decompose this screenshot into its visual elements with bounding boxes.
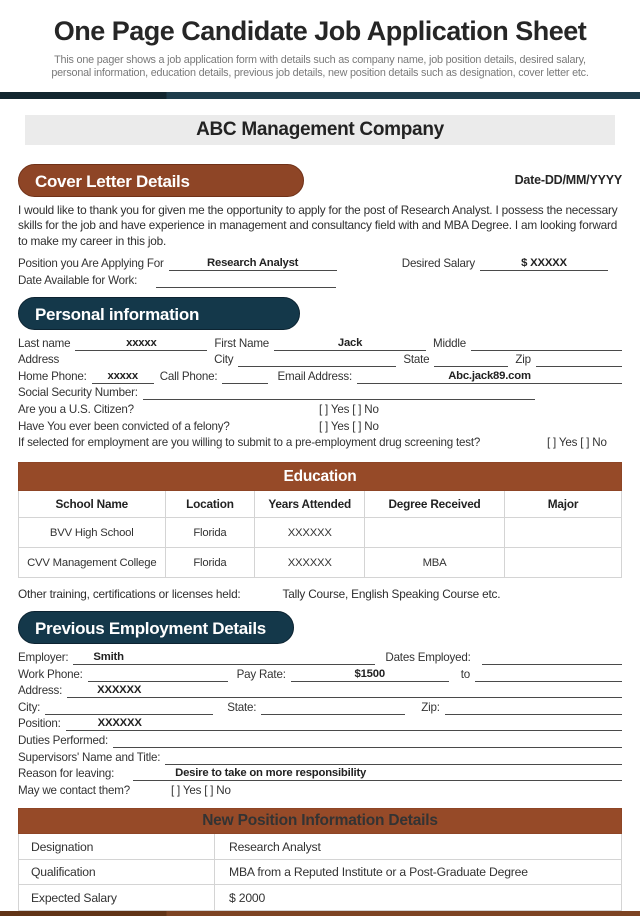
company-name: ABC Management Company xyxy=(196,118,444,140)
employer-label: Employer: xyxy=(18,651,69,665)
call-phone-label: Call Phone: xyxy=(159,369,218,383)
prev-state-label: State: xyxy=(227,700,257,714)
work-phone-label: Work Phone: xyxy=(18,667,83,681)
duties-performed-label: Duties Performed: xyxy=(18,734,109,748)
col-degree-received: Degree Received xyxy=(365,491,505,518)
prev-position-label: Position: xyxy=(18,717,61,731)
personal-information-section xyxy=(18,297,622,451)
designation-label: Designation xyxy=(19,834,215,860)
prev-position-field: XXXXXX xyxy=(66,717,622,731)
personal-information-heading: Personal information xyxy=(18,297,300,330)
qualification-label: Qualification xyxy=(19,859,215,885)
middle-name-label: Middle xyxy=(433,336,466,350)
dates-employed-field xyxy=(482,651,622,665)
new-position-row xyxy=(19,885,622,911)
citizen-question: Are you a U.S. Citizen? xyxy=(18,402,134,416)
company-name-bar xyxy=(25,115,615,145)
state-label: State xyxy=(403,353,430,367)
work-phone-field xyxy=(88,668,228,682)
citizen-yes-no: [ ] Yes [ ] No xyxy=(319,402,379,416)
first-name-field: Jack xyxy=(274,337,426,351)
date-available-field xyxy=(156,274,336,288)
prev-city-field xyxy=(45,701,213,715)
drug-test-yes-no: [ ] Yes [ ] No xyxy=(547,436,607,450)
home-phone-label: Home Phone: xyxy=(18,369,87,383)
call-phone-field xyxy=(222,370,268,384)
first-name-label: First Name xyxy=(214,336,270,350)
state-field xyxy=(434,353,508,367)
to-label: to xyxy=(460,667,471,681)
middle-name-field xyxy=(471,337,622,351)
reason-leaving-label: Reason for leaving: xyxy=(18,767,115,781)
email-label: Email Address: xyxy=(277,369,352,383)
prev-zip-field xyxy=(445,701,622,715)
dates-to-field xyxy=(475,668,622,682)
dates-employed-label: Dates Employed: xyxy=(385,651,471,665)
pay-rate-label: Pay Rate: xyxy=(236,667,286,681)
designation-value: Research Analyst xyxy=(215,834,622,860)
col-location: Location xyxy=(165,491,255,518)
new-position-row xyxy=(19,859,622,885)
page-title: One Page Candidate Job Application Sheet xyxy=(53,16,587,46)
may-we-contact-yes-no: [ ] Yes [ ] No xyxy=(171,783,231,797)
qualification-value: MBA from a Reputed Institute or a Post-Graduate Degree xyxy=(215,859,622,885)
education-header-row xyxy=(19,491,622,518)
supervisor-name-field xyxy=(165,751,622,765)
felony-yes-no: [ ] Yes [ ] No xyxy=(319,419,379,433)
position-applying-label: Position you Are Applying For xyxy=(18,256,164,270)
education-row: BVV High School Florida XXXXXX xyxy=(19,518,622,548)
education-heading: Education xyxy=(19,463,622,491)
felony-question: Have You ever been convicted of a felony? xyxy=(18,419,230,433)
employer-field: Smith xyxy=(73,651,375,665)
new-position-table xyxy=(18,808,622,911)
expected-salary-label: Expected Salary xyxy=(19,885,215,911)
cover-letter-section xyxy=(18,164,622,288)
date-available-label: Date Available for Work: xyxy=(18,273,138,287)
prev-state-field xyxy=(261,701,405,715)
footer-divider xyxy=(0,911,640,916)
other-training-value: Tally Course, English Speaking Course etc. xyxy=(282,587,501,602)
zip-field xyxy=(536,353,622,367)
ssn-field xyxy=(143,386,535,400)
desired-salary-label: Desired Salary xyxy=(401,256,475,270)
prev-city-label: City: xyxy=(18,700,41,714)
city-label: City xyxy=(214,353,234,367)
last-name-label: Last name xyxy=(18,336,71,350)
prev-zip-label: Zip: xyxy=(421,700,440,714)
previous-employment-heading: Previous Employment Details xyxy=(18,611,294,644)
drug-test-question: If selected for employment are you willing to submit to a pre-employment drug screening test? xyxy=(18,436,481,450)
col-major: Major xyxy=(504,491,621,518)
col-years-attended: Years Attended xyxy=(255,491,365,518)
zip-label: Zip xyxy=(515,353,531,367)
new-position-row xyxy=(19,834,622,860)
home-phone-field: xxxxx xyxy=(92,370,154,384)
col-school-name: School Name xyxy=(19,491,166,518)
ssn-label: Social Security Number: xyxy=(18,386,138,400)
cover-letter-heading: Cover Letter Details xyxy=(18,164,304,197)
education-table xyxy=(18,462,622,578)
duties-performed-field xyxy=(113,734,622,748)
may-we-contact-label: May we contact them? xyxy=(18,783,130,797)
previous-employment-section xyxy=(18,611,622,798)
date-field: Date-DD/MM/YYYY xyxy=(514,172,622,187)
address-label: Address xyxy=(18,353,60,367)
email-field: Abc.jack89.com xyxy=(357,370,622,384)
position-applying-field: Research Analyst xyxy=(169,257,337,271)
page-content xyxy=(0,115,640,911)
page-subtitle: This one pager shows a job application form with details such as company name, job position details, desired salary, personal information, education details, previous job details, new position details such as designation, cover letter etc. xyxy=(51,54,589,80)
header-divider xyxy=(0,92,640,99)
prev-address-label: Address: xyxy=(18,684,63,698)
reason-leaving-field: Desire to take on more responsibility xyxy=(133,767,622,781)
education-row: CVV Management College Florida XXXXXX MBA xyxy=(19,548,622,578)
supervisor-name-label: Supervisors' Name and Title: xyxy=(18,750,161,764)
city-field xyxy=(238,353,396,367)
other-training-label: Other training, certifications or licenses held: xyxy=(18,587,241,602)
cover-letter-body: I would like to thank you for given me the opportunity to apply for the post of Research Analyst. I possess the necessary skills for the job and have experience in management and consultancy field with and MBA Degree. I am looking forward to make my career in this job. xyxy=(18,202,618,248)
last-name-field: xxxxx xyxy=(75,337,207,351)
expected-salary-value: $ 2000 xyxy=(215,885,622,911)
desired-salary-field: $ XXXXX xyxy=(480,257,608,271)
prev-address-field: XXXXXX xyxy=(67,684,622,698)
pay-rate-field: $1500 xyxy=(291,668,449,682)
new-position-heading: New Position Information Details xyxy=(19,808,622,834)
